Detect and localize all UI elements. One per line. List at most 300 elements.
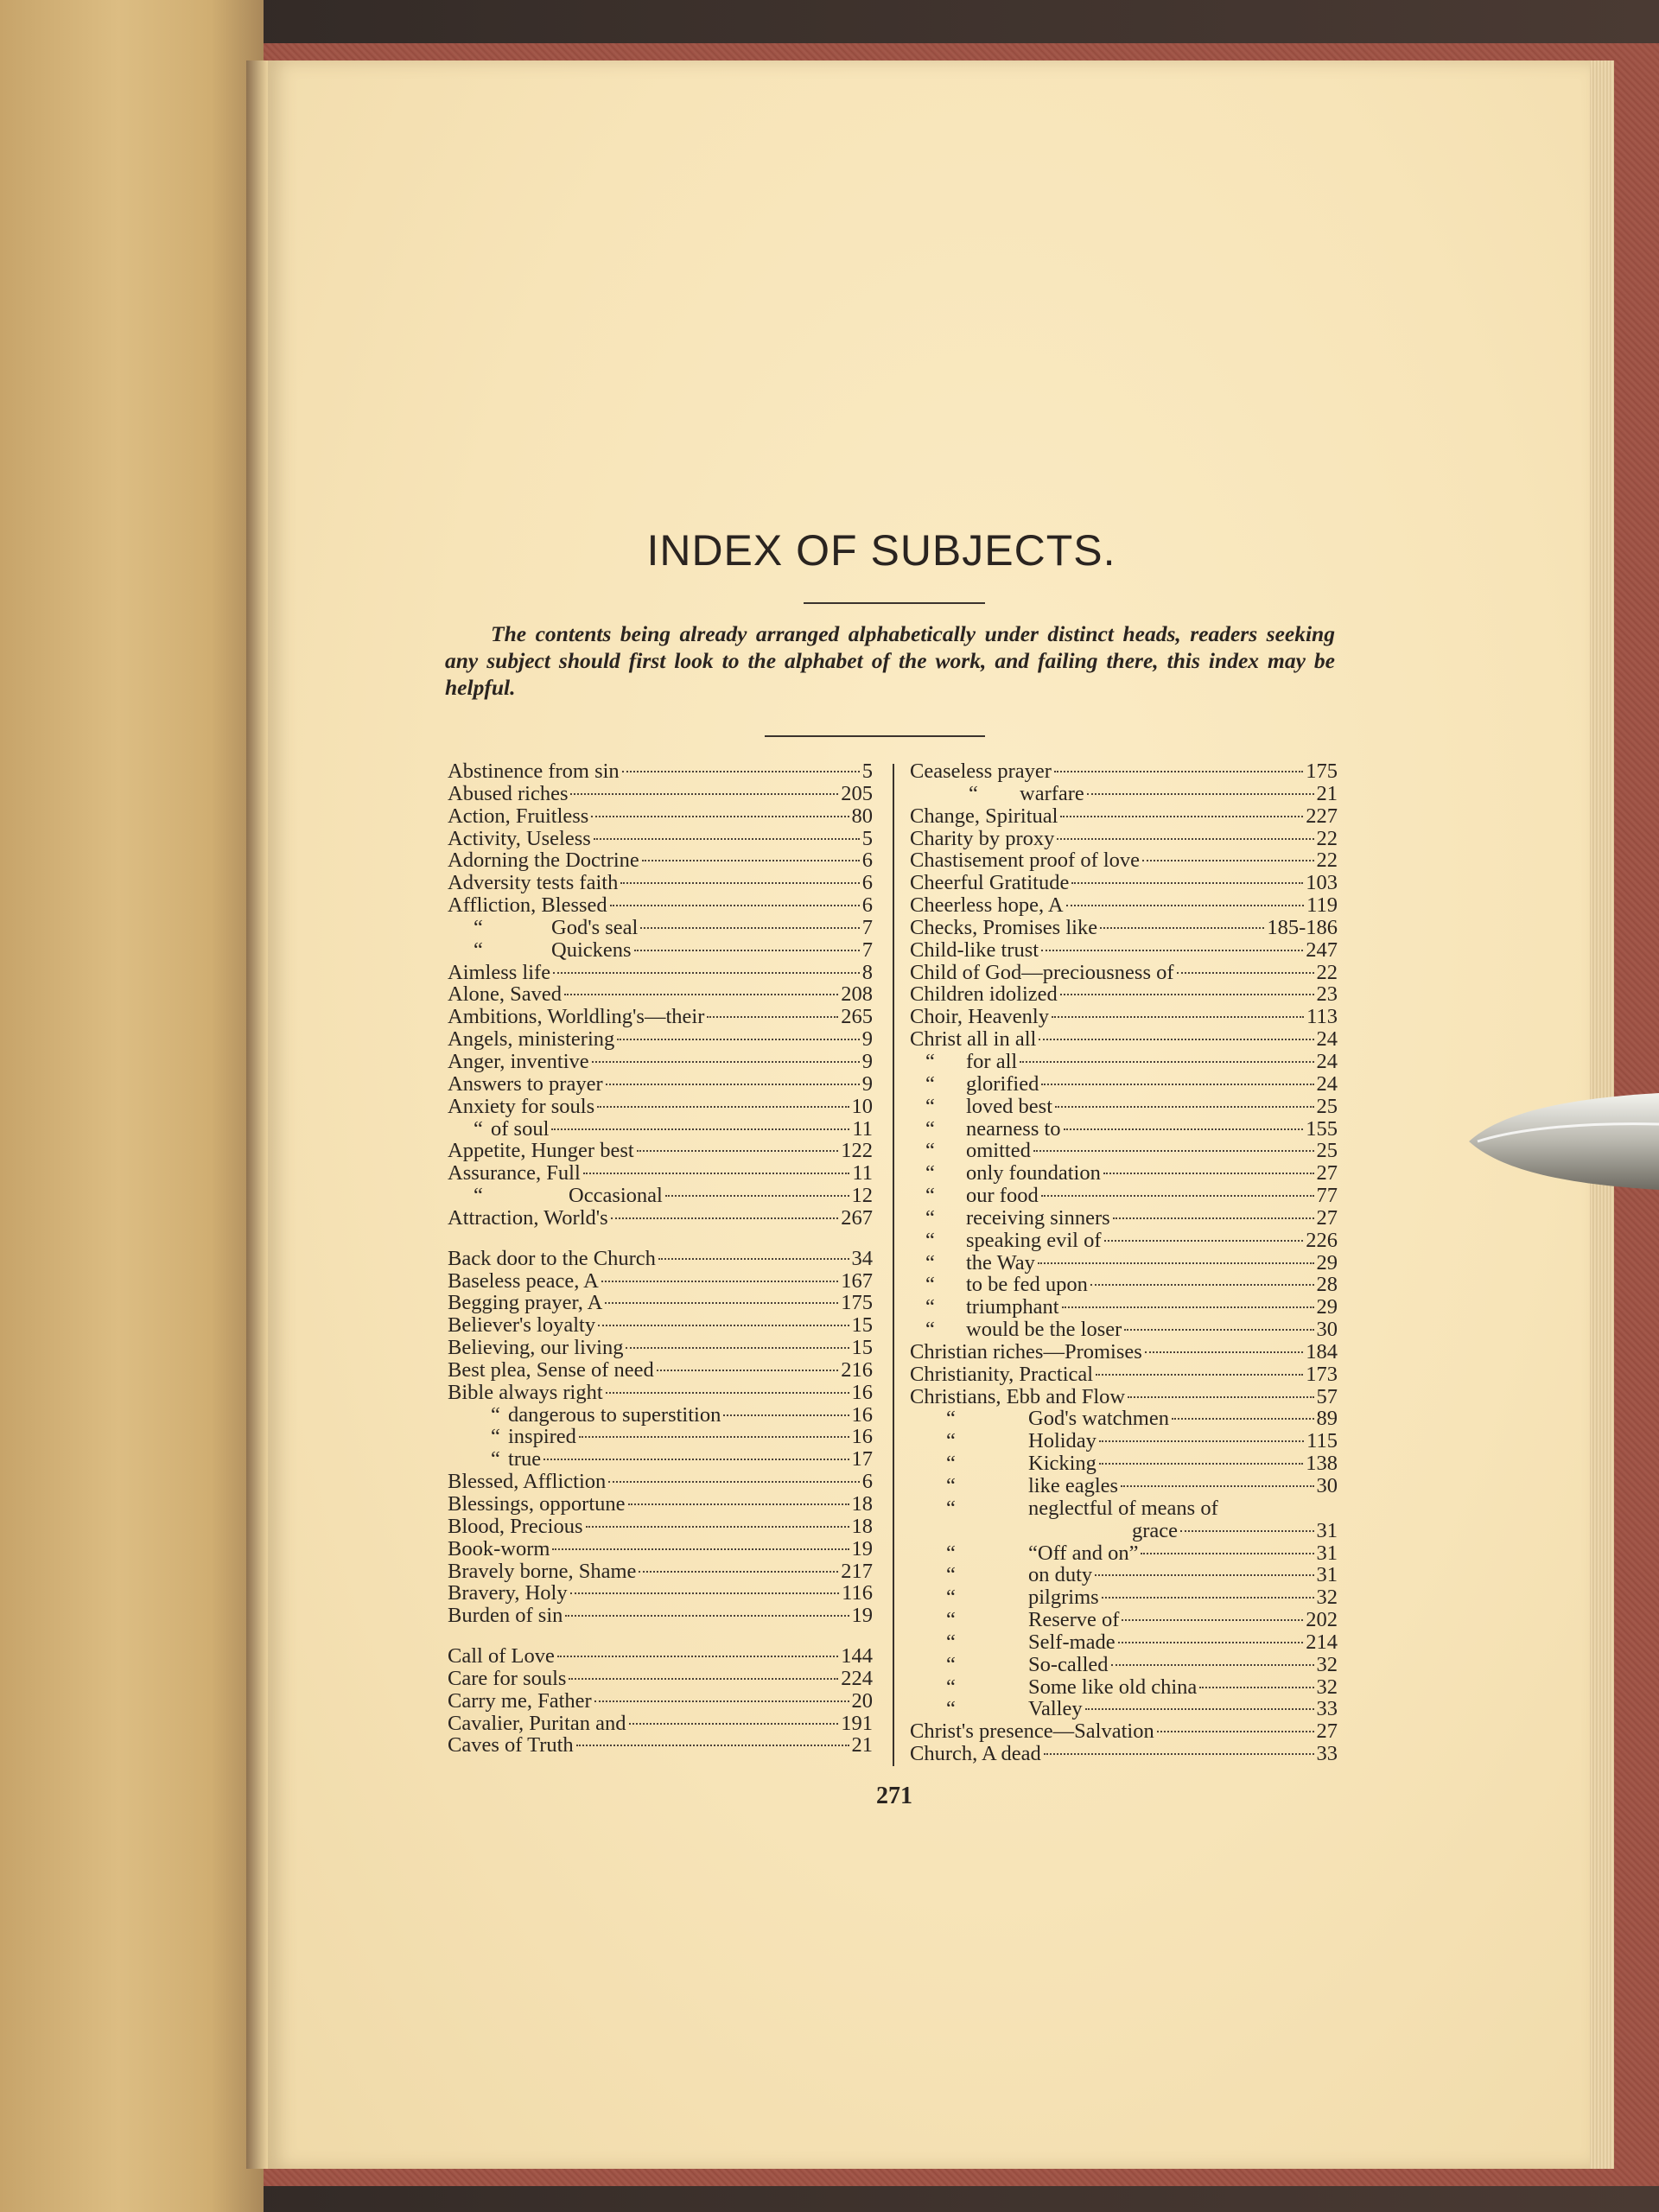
dot-leader [1064, 1128, 1304, 1130]
dot-leader [1066, 905, 1305, 906]
dot-leader [1128, 1396, 1313, 1398]
index-entry [910, 1654, 1338, 1676]
dot-leader [552, 1548, 849, 1550]
dot-leader [1044, 1753, 1314, 1755]
index-entry-text: Kicking [1028, 1452, 1096, 1476]
index-entry [448, 1690, 873, 1713]
index-entry [910, 962, 1338, 984]
ditto-mark: “ [925, 1228, 935, 1252]
index-entry-page: 24 [1316, 1027, 1338, 1052]
dot-leader [622, 771, 860, 772]
index-entry-page: 20 [851, 1688, 873, 1713]
ditto-mark: “ [925, 1161, 935, 1185]
index-entry [910, 1006, 1338, 1028]
index-entry [448, 983, 873, 1006]
index-entry [448, 805, 873, 828]
index-entry-text: Quickens [551, 938, 632, 962]
index-entry [448, 1314, 873, 1337]
index-entry-text: Chastisement proof of love [910, 849, 1141, 873]
dot-leader [1122, 1619, 1303, 1621]
index-entry-page: 191 [841, 1711, 873, 1735]
index-entry-text: of soul [491, 1116, 550, 1141]
index-entry-page: 138 [1306, 1452, 1338, 1476]
ditto-mark: “ [946, 1697, 956, 1721]
index-entry-page: 34 [851, 1246, 873, 1270]
dot-leader [1090, 1284, 1314, 1286]
ditto-mark: “ [946, 1675, 956, 1699]
index-entry [910, 872, 1338, 894]
index-entry [448, 1404, 873, 1427]
index-entry-text: to be fed upon [966, 1273, 1088, 1297]
dot-leader [657, 1370, 838, 1371]
index-entry-page: 27 [1316, 1161, 1338, 1185]
dot-leader [707, 1016, 838, 1018]
title-rule [804, 602, 985, 604]
dot-leader [594, 1700, 849, 1702]
index-entry-page: 24 [1316, 1071, 1338, 1096]
dot-leader [598, 1325, 849, 1326]
index-entry [448, 1028, 873, 1051]
index-entry [448, 1185, 873, 1207]
index-entry-page: 5 [861, 760, 873, 783]
dot-leader [1052, 1016, 1304, 1018]
index-entry-page: 6 [861, 849, 873, 873]
dot-leader [586, 1526, 849, 1528]
index-entry-page: 8 [861, 960, 873, 984]
dot-leader [1041, 1195, 1314, 1197]
index-entry-page: 16 [851, 1380, 873, 1404]
index-entry-page: 17 [851, 1447, 873, 1471]
index-entry-page: 5 [861, 826, 873, 850]
dot-leader [606, 1392, 849, 1394]
index-entry-page: 21 [851, 1733, 873, 1758]
intro-paragraph: The contents being already arranged alphabetically under distinct heads, readers seeking any subject should first look to the alphabet of the work, and failing there, this index may be helpful. [445, 621, 1335, 700]
index-entry-page: 9 [861, 1027, 873, 1052]
dot-leader [620, 882, 859, 884]
index-entry-text: Blessed, Affliction [448, 1470, 607, 1494]
column-divider [893, 764, 894, 1766]
index-entry-text: Child of God—preciousness of [910, 960, 1174, 984]
index-entry-text: Bible always right [448, 1380, 603, 1404]
index-entry-text: would be the loser [966, 1318, 1122, 1342]
index-entry-page: 22 [1316, 849, 1338, 873]
index-entry-page: 19 [851, 1604, 873, 1628]
dot-leader [665, 1195, 849, 1197]
dot-leader [610, 905, 860, 906]
dot-leader [1121, 1485, 1313, 1487]
index-entry-page: 25 [1316, 1139, 1338, 1163]
index-entry-page: 31 [1316, 1518, 1338, 1542]
index-entry-text: Charity by proxy [910, 826, 1055, 850]
index-entry-text: Blessings, opportune [448, 1492, 626, 1516]
index-entry-page: 216 [841, 1357, 873, 1382]
index-entry-page: 89 [1316, 1407, 1338, 1431]
index-entry-page: 6 [861, 893, 873, 918]
index-entry [448, 1096, 873, 1118]
index-entry-page: 11 [852, 1116, 873, 1141]
index-entry-text: Christ's presence—Salvation [910, 1719, 1154, 1744]
ditto-mark: “ [925, 1273, 935, 1297]
index-entry [448, 1713, 873, 1735]
index-entry-page: 77 [1316, 1184, 1338, 1208]
dot-leader [658, 1258, 849, 1260]
dot-leader [583, 1173, 850, 1174]
index-entry-text: loved best [966, 1094, 1053, 1118]
index-entry-text: Occasional [569, 1184, 663, 1208]
index-entry [448, 1270, 873, 1293]
index-entry [910, 849, 1338, 872]
index-entry [910, 1452, 1338, 1475]
index-entry-page: 265 [841, 1005, 873, 1029]
index-entry-page: 57 [1316, 1384, 1338, 1408]
index-entry [448, 1668, 873, 1690]
index-entry-page: 226 [1306, 1228, 1338, 1252]
index-entry-text: Change, Spiritual [910, 804, 1058, 828]
index-entry-page: 31 [1316, 1541, 1338, 1565]
index-entry-page: 173 [1306, 1362, 1338, 1386]
index-entry-page: 32 [1316, 1652, 1338, 1676]
ditto-mark: “ [474, 938, 483, 962]
index-entry [910, 1631, 1338, 1654]
dot-leader [1060, 816, 1303, 817]
index-entry-page: 175 [841, 1291, 873, 1315]
dot-leader [1071, 882, 1303, 884]
index-entry-text: glorified [966, 1071, 1039, 1096]
dot-leader [543, 1459, 849, 1460]
index-entry-page: 27 [1316, 1719, 1338, 1744]
index-entry [910, 1430, 1338, 1452]
index-entry [910, 1185, 1338, 1207]
dot-leader [557, 1656, 838, 1657]
ditto-mark: “ [491, 1425, 500, 1449]
dot-leader [1104, 1240, 1304, 1242]
index-entry-page: 7 [861, 938, 873, 962]
dot-leader [1118, 1642, 1304, 1643]
index-entry-text: Best plea, Sense of need [448, 1357, 654, 1382]
index-entry [910, 1542, 1338, 1565]
index-entry-page: 23 [1316, 982, 1338, 1007]
index-entry-page: 247 [1306, 938, 1338, 962]
index-entry-page: 6 [861, 1470, 873, 1494]
dot-leader [617, 1039, 859, 1040]
index-entry-page: 22 [1316, 826, 1338, 850]
dot-leader [1087, 793, 1314, 795]
dot-leader [551, 1128, 849, 1130]
index-entry-text: Angels, ministering [448, 1027, 615, 1052]
index-entry-page: 224 [841, 1666, 873, 1690]
index-entry-page: 115 [1306, 1429, 1338, 1453]
dot-leader [570, 1592, 840, 1594]
index-entry [910, 1520, 1338, 1542]
index-entry-text: So-called [1028, 1652, 1109, 1676]
index-entry-text: Ambitions, Worldling's—their [448, 1005, 705, 1029]
index-entry-text: Choir, Heavenly [910, 1005, 1049, 1029]
index-entry-page: 16 [851, 1425, 873, 1449]
index-entry-text: Cavalier, Puritan and [448, 1711, 626, 1735]
index-entry-page: 18 [851, 1514, 873, 1538]
ditto-mark: “ [925, 1295, 935, 1319]
index-entry [910, 1564, 1338, 1586]
index-entry-page: 155 [1306, 1116, 1338, 1141]
index-entry [448, 1605, 873, 1627]
dot-leader [1054, 771, 1303, 772]
ditto-mark: “ [925, 1318, 935, 1342]
index-entry-text: Anxiety for souls [448, 1094, 595, 1118]
index-entry-text: receiving sinners [966, 1205, 1110, 1230]
index-entry [910, 1676, 1338, 1699]
index-entry [910, 1073, 1338, 1096]
ditto-mark: “ [474, 915, 483, 939]
index-entry-text: warfare [1020, 781, 1084, 805]
index-entry [910, 1386, 1338, 1408]
index-entry-text: Believer's loyalty [448, 1313, 596, 1338]
ditto-mark: “ [946, 1474, 956, 1497]
index-entry-text: the Way [966, 1250, 1035, 1274]
dot-leader [626, 1347, 849, 1349]
dot-leader [1157, 1731, 1314, 1732]
dot-leader [642, 860, 860, 861]
index-entry-text: true [508, 1447, 542, 1471]
index-entry [910, 828, 1338, 850]
index-entry [448, 849, 873, 872]
dot-leader [569, 1678, 838, 1680]
index-entry [448, 1582, 873, 1605]
index-entry-text: Valley [1028, 1697, 1083, 1721]
index-entry-text: God's seal [551, 915, 639, 939]
index-entry [910, 939, 1338, 962]
ditto-mark: “ [491, 1402, 500, 1427]
index-entry-text: Some like old china [1028, 1675, 1198, 1699]
index-entry [910, 783, 1338, 805]
dot-leader [608, 1481, 859, 1483]
index-entry-text: neglectful of means of [1028, 1496, 1218, 1520]
index-entry [448, 1359, 873, 1382]
dot-leader [1111, 1664, 1314, 1666]
ditto-mark: “ [925, 1250, 935, 1274]
ditto-mark: “ [925, 1205, 935, 1230]
index-entry-text: pilgrims [1028, 1586, 1099, 1610]
index-entry [448, 872, 873, 894]
index-entry [448, 1734, 873, 1757]
index-entry [448, 1516, 873, 1538]
index-entry [448, 1118, 873, 1141]
index-entry-text: omitted [966, 1139, 1031, 1163]
page-title: INDEX OF SUBJECTS. [646, 526, 1116, 575]
index-entry-page: 185-186 [1267, 915, 1338, 939]
index-entry [910, 917, 1338, 939]
index-entry-text: Back door to the Church [448, 1246, 656, 1270]
index-entry [448, 917, 873, 939]
dot-leader [1057, 838, 1313, 840]
dot-leader [606, 1084, 860, 1085]
index-entry-text: Call of Love [448, 1644, 555, 1669]
index-entry-text: Cheerful Gratitude [910, 871, 1070, 895]
dot-leader [592, 1061, 860, 1063]
index-entry [910, 894, 1338, 917]
intro-rule [765, 735, 985, 737]
ditto-mark: “ [946, 1496, 956, 1520]
index-entry-text: Christianity, Practical [910, 1362, 1094, 1386]
index-entry-page: 6 [861, 871, 873, 895]
index-entry-page: 16 [851, 1402, 873, 1427]
index-entry-page: 29 [1316, 1295, 1338, 1319]
index-entry-text: Checks, Promises like [910, 915, 1098, 939]
index-entry-page: 116 [842, 1581, 873, 1605]
index-entry [910, 1720, 1338, 1743]
dot-leader [594, 838, 860, 840]
index-entry [448, 828, 873, 850]
index-entry [448, 1560, 873, 1583]
ditto-mark: “ [946, 1586, 956, 1610]
index-entry-text: Baseless peace, A [448, 1268, 599, 1293]
index-entry-text: Caves of Truth [448, 1733, 574, 1758]
index-entry-text: Adorning the Doctrine [448, 849, 639, 873]
index-entry-page: 18 [851, 1492, 873, 1516]
index-entry-text: inspired [508, 1425, 576, 1449]
ditto-mark: “ [925, 1116, 935, 1141]
dot-leader [640, 927, 859, 929]
index-entry [448, 1337, 873, 1359]
dot-leader [1145, 1351, 1303, 1353]
index-entry [910, 1363, 1338, 1386]
index-entry-text: Christians, Ebb and Flow [910, 1384, 1126, 1408]
index-entry [448, 1448, 873, 1471]
ditto-mark: “ [474, 1184, 483, 1208]
dot-leader [723, 1414, 849, 1416]
index-entry [448, 1426, 873, 1448]
index-entry-page: 21 [1316, 781, 1338, 805]
dot-leader [637, 1150, 839, 1152]
index-entry-text: Christian riches—Promises [910, 1339, 1142, 1363]
index-entry [910, 1698, 1338, 1720]
index-entry [910, 1051, 1338, 1073]
index-entry-text: speaking evil of [966, 1228, 1102, 1252]
index-entry-text: dangerous to superstition [508, 1402, 721, 1427]
ditto-mark: “ [946, 1452, 956, 1476]
left-page [0, 0, 264, 2212]
index-entry [910, 1743, 1338, 1765]
index-entry-page: 12 [851, 1184, 873, 1208]
index-entry-page: 122 [841, 1139, 873, 1163]
index-entry-page: 184 [1306, 1339, 1338, 1363]
index-entry-text: Believing, our living [448, 1336, 624, 1360]
dot-leader [1142, 860, 1313, 861]
index-entry-text: for all [966, 1049, 1018, 1073]
index-entry-page: 227 [1306, 804, 1338, 828]
index-entry-text: Cheerless hope, A [910, 893, 1064, 918]
index-entry [910, 1140, 1338, 1162]
dot-leader [1124, 1329, 1313, 1331]
dot-leader [597, 1106, 849, 1108]
dot-leader [1100, 927, 1264, 929]
index-entry [910, 805, 1338, 828]
index-entry [910, 1408, 1338, 1430]
index-entry-page: 208 [841, 982, 873, 1007]
index-entry [448, 760, 873, 783]
index-entry-text: only foundation [966, 1161, 1101, 1185]
index-entry-text: Holiday [1028, 1429, 1096, 1453]
ditto-mark: “ [925, 1071, 935, 1096]
index-entry [910, 1162, 1338, 1185]
index-entry-text: Christ all in all [910, 1027, 1037, 1052]
index-entry [910, 760, 1338, 783]
index-entry-text: Activity, Useless [448, 826, 591, 850]
index-entry-page: 113 [1306, 1005, 1338, 1029]
index-column-right [910, 760, 1338, 1765]
index-entry [910, 1586, 1338, 1609]
index-entry-text: Begging prayer, A [448, 1291, 603, 1315]
dot-leader [1096, 1374, 1303, 1376]
ditto-mark: “ [925, 1049, 935, 1073]
index-entry-page: 7 [861, 915, 873, 939]
dot-leader [634, 950, 860, 951]
index-entry-page: 30 [1316, 1318, 1338, 1342]
index-entry [448, 939, 873, 962]
index-entry-text: Attraction, World's [448, 1205, 608, 1230]
page-number: 271 [876, 1783, 912, 1809]
index-entry-text: Self-made [1028, 1630, 1116, 1654]
index-entry [448, 1162, 873, 1185]
index-entry [448, 1051, 873, 1073]
index-entry-page: 9 [861, 1049, 873, 1073]
ditto-mark: “ [946, 1563, 956, 1587]
index-entry-page: 9 [861, 1071, 873, 1096]
index-entry-page: 10 [851, 1094, 873, 1118]
ditto-mark: “ [946, 1608, 956, 1632]
dot-leader [565, 1615, 849, 1617]
dot-leader [1180, 1530, 1313, 1532]
index-entry-text: Blood, Precious [448, 1514, 583, 1538]
index-entry-page: 33 [1316, 1697, 1338, 1721]
index-entry-text: Affliction, Blessed [448, 893, 607, 918]
index-entry-text: Appetite, Hunger best [448, 1139, 634, 1163]
dot-leader [628, 1503, 849, 1505]
index-entry-page: 15 [851, 1313, 873, 1338]
dot-leader [611, 1217, 839, 1219]
index-entry [448, 894, 873, 917]
dot-leader [1102, 1597, 1314, 1599]
index-entry [910, 1230, 1338, 1252]
index-entry-page: 27 [1316, 1205, 1338, 1230]
index-entry [910, 1319, 1338, 1341]
ditto-mark: “ [946, 1652, 956, 1676]
dot-leader [605, 1302, 838, 1304]
index-entry-page: 25 [1316, 1094, 1338, 1118]
index-entry-page: 29 [1316, 1250, 1338, 1274]
dot-leader [1172, 1418, 1314, 1420]
index-entry-page: 31 [1316, 1563, 1338, 1587]
index-entry-page: 19 [851, 1536, 873, 1560]
ditto-mark: “ [474, 1116, 483, 1141]
dot-leader [1060, 994, 1314, 995]
index-entry-page: 33 [1316, 1742, 1338, 1766]
dot-leader [1041, 950, 1303, 951]
index-entry [910, 1118, 1338, 1141]
index-entry [910, 1475, 1338, 1497]
index-entry-page: 267 [841, 1205, 873, 1230]
dot-leader [1141, 1553, 1313, 1554]
index-entry-text: triumphant [966, 1295, 1059, 1319]
index-entry-text: Action, Fruitless [448, 804, 589, 828]
index-entry [448, 1493, 873, 1516]
index-entry [448, 1140, 873, 1162]
index-entry [910, 1296, 1338, 1319]
ditto-mark: “ [491, 1447, 500, 1471]
dot-leader [639, 1571, 838, 1573]
dot-leader [1099, 1463, 1303, 1465]
index-entry [448, 1471, 873, 1493]
index-entry-text: nearness to [966, 1116, 1061, 1141]
